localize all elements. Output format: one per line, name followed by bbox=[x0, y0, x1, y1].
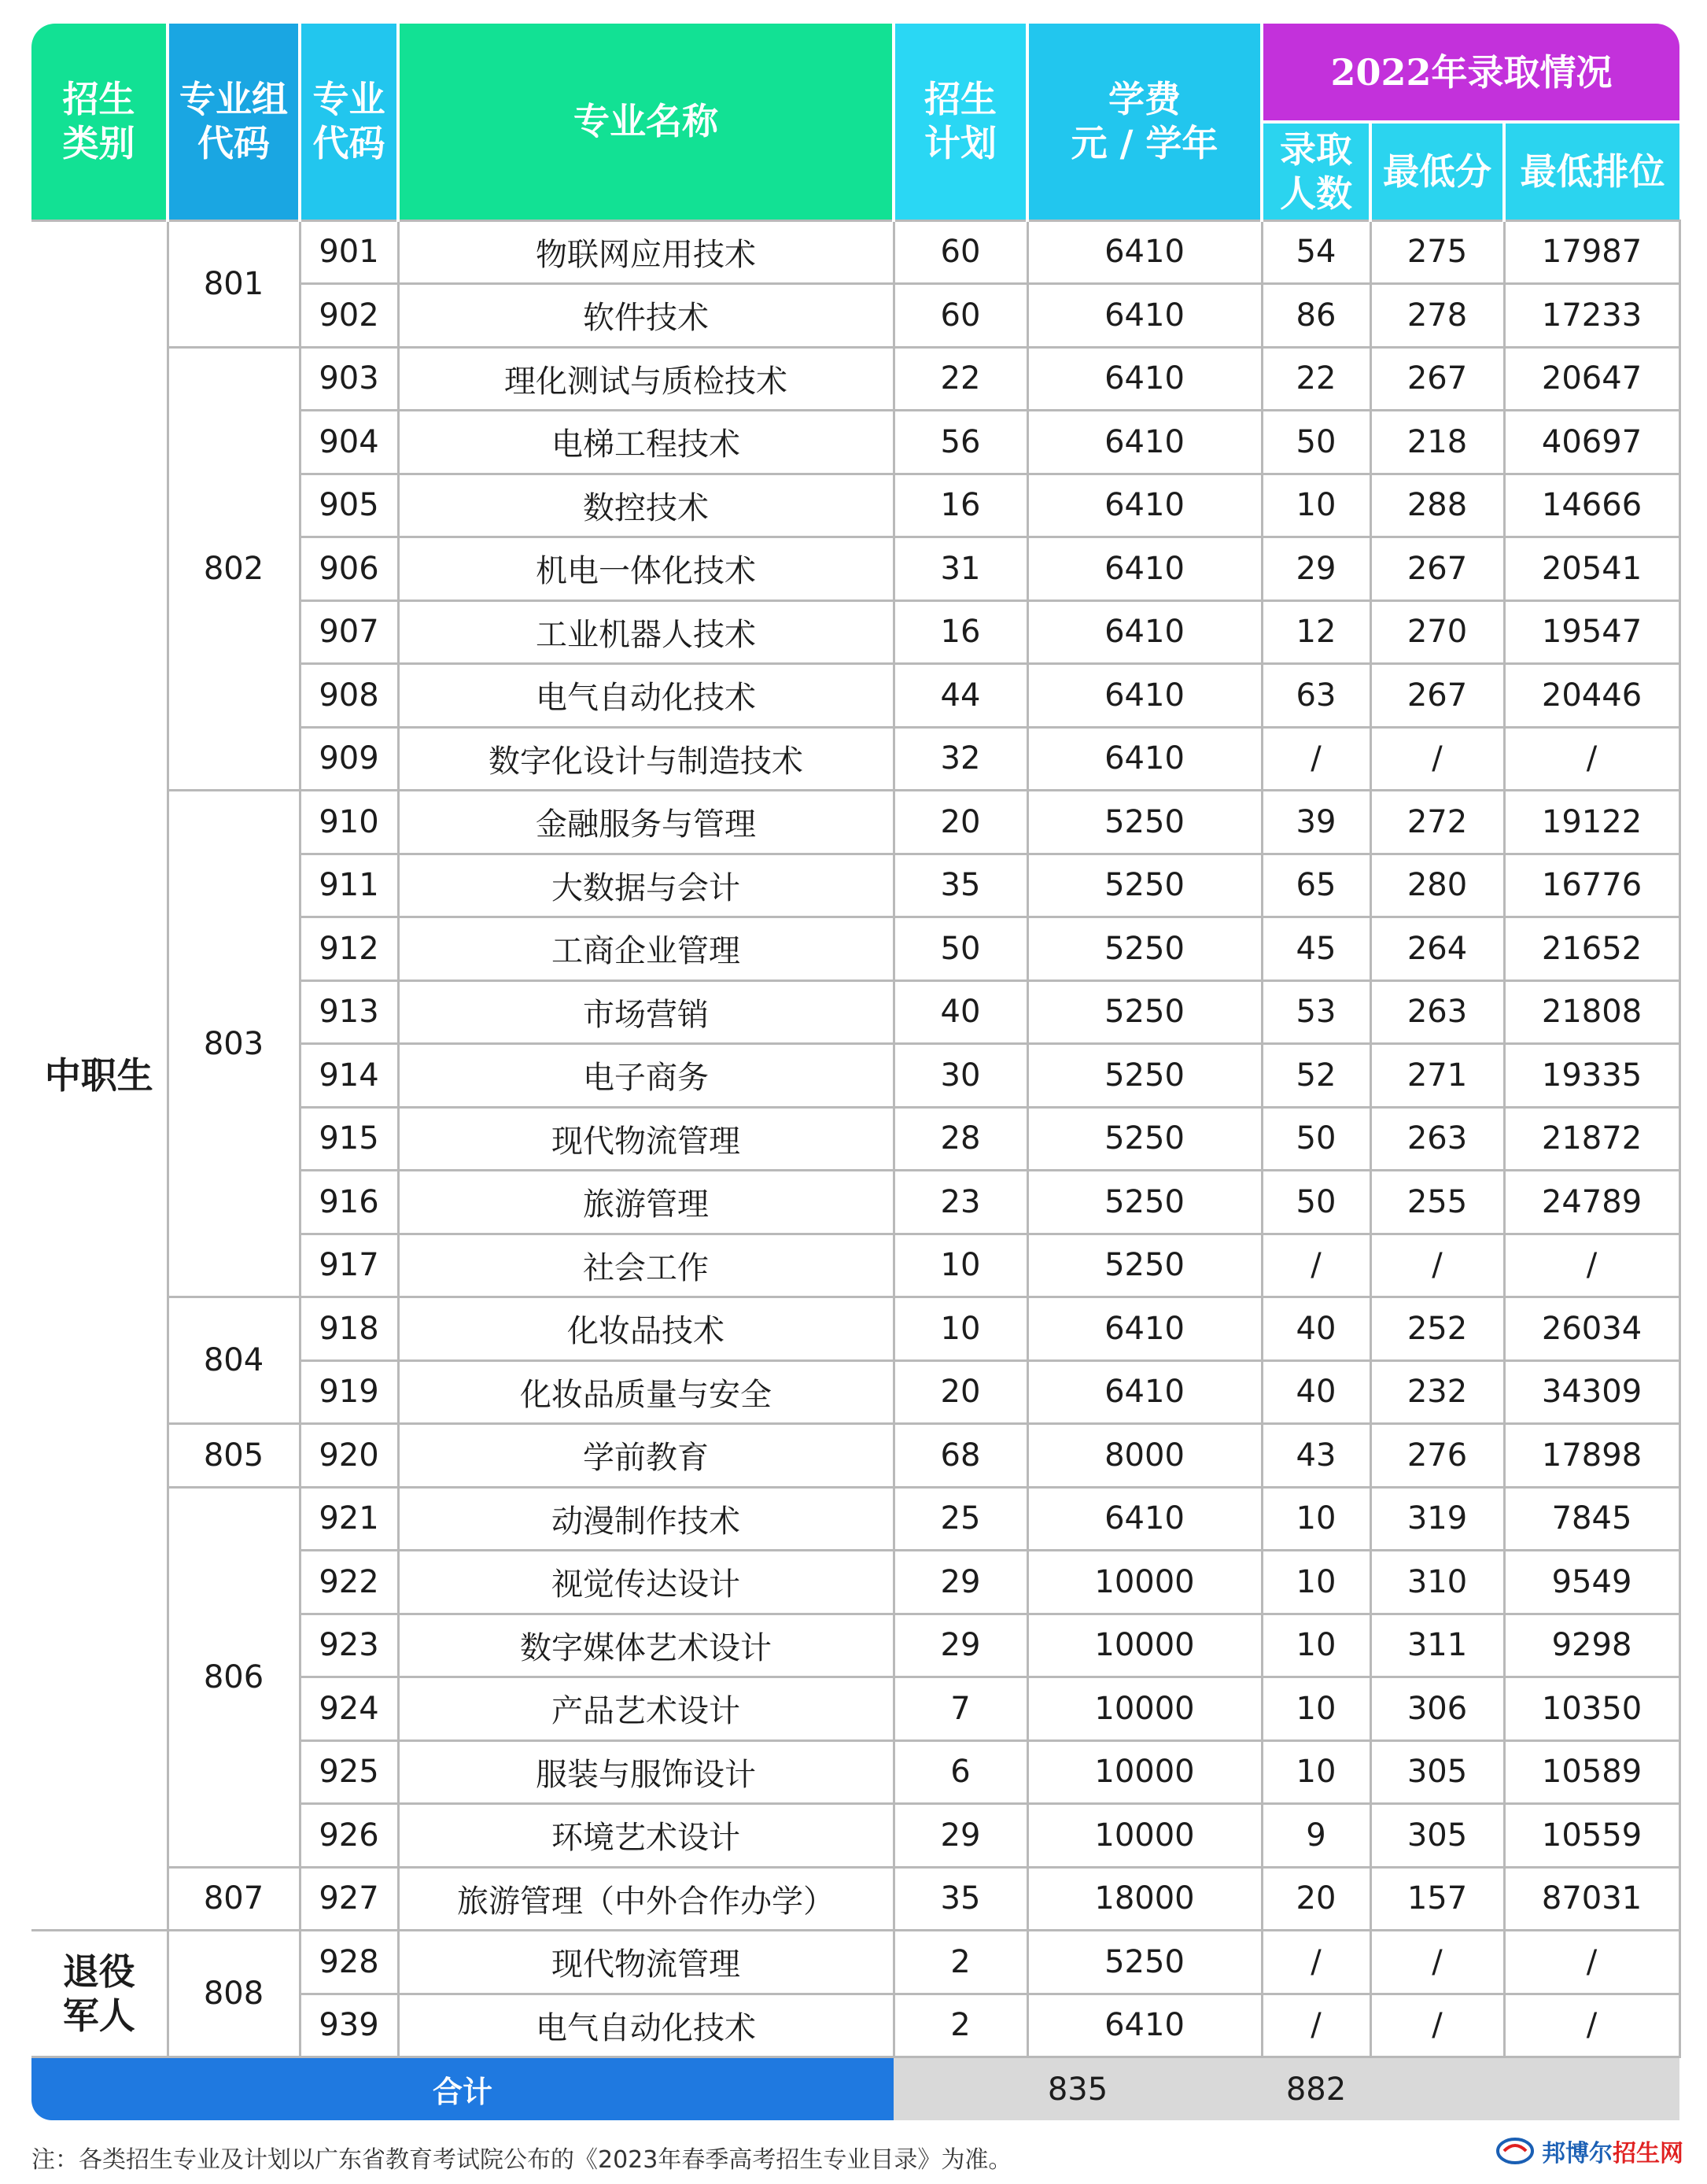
major-name-cell: 机电一体化技术 bbox=[398, 537, 894, 601]
tuition-cell: 10000 bbox=[1027, 1614, 1262, 1677]
admitted-cell: 54 bbox=[1262, 220, 1370, 284]
major-code-cell: 922 bbox=[300, 1551, 398, 1614]
admitted-cell: 29 bbox=[1262, 537, 1370, 601]
major-name-cell: 社会工作 bbox=[398, 1234, 894, 1297]
major-code-cell: 913 bbox=[300, 980, 398, 1044]
major-name-cell: 动漫制作技术 bbox=[398, 1487, 894, 1551]
plan-cell: 22 bbox=[894, 347, 1027, 411]
min-rank-cell: 26034 bbox=[1504, 1297, 1679, 1361]
major-code-cell: 923 bbox=[300, 1614, 398, 1677]
major-code-cell: 911 bbox=[300, 854, 398, 917]
table-row bbox=[31, 1424, 1679, 1488]
group-code-cell: 806 bbox=[168, 1487, 300, 1867]
major-name-cell: 电子商务 bbox=[398, 1044, 894, 1108]
tuition-cell: 6410 bbox=[1027, 1297, 1262, 1361]
plan-cell: 32 bbox=[894, 727, 1027, 791]
admission-table-container bbox=[31, 24, 1679, 2120]
plan-cell: 44 bbox=[894, 664, 1027, 728]
major-name-cell: 工商企业管理 bbox=[398, 917, 894, 981]
min-rank-cell: 20446 bbox=[1504, 664, 1679, 728]
logo-text-blue: 邦博尔 bbox=[1542, 2140, 1613, 2167]
admitted-cell: / bbox=[1262, 1994, 1370, 2057]
min-score-cell: 270 bbox=[1370, 600, 1504, 664]
major-name-cell: 电梯工程技术 bbox=[398, 411, 894, 474]
min-rank-cell: 34309 bbox=[1504, 1360, 1679, 1424]
admitted-cell: / bbox=[1262, 1931, 1370, 1994]
min-score-cell: 306 bbox=[1370, 1677, 1504, 1741]
min-score-cell: 280 bbox=[1370, 854, 1504, 917]
admitted-cell: 63 bbox=[1262, 664, 1370, 728]
header-major-name: 专业名称 bbox=[398, 24, 894, 220]
admitted-cell: 45 bbox=[1262, 917, 1370, 981]
min-score-cell: 232 bbox=[1370, 1360, 1504, 1424]
major-code-cell: 903 bbox=[300, 347, 398, 411]
min-rank-cell: 21808 bbox=[1504, 980, 1679, 1044]
major-name-cell: 产品艺术设计 bbox=[398, 1677, 894, 1741]
min-rank-cell: 9549 bbox=[1504, 1551, 1679, 1614]
tuition-cell: 6410 bbox=[1027, 537, 1262, 601]
plan-cell: 40 bbox=[894, 980, 1027, 1044]
plan-cell: 23 bbox=[894, 1171, 1027, 1234]
min-score-cell: / bbox=[1370, 1234, 1504, 1297]
plan-cell: 56 bbox=[894, 411, 1027, 474]
major-code-cell: 909 bbox=[300, 727, 398, 791]
tuition-cell: 5250 bbox=[1027, 1044, 1262, 1108]
total-row bbox=[31, 2057, 1679, 2121]
min-score-cell: 275 bbox=[1370, 220, 1504, 284]
major-code-cell: 908 bbox=[300, 664, 398, 728]
plan-cell: 30 bbox=[894, 1044, 1027, 1108]
min-rank-cell: 19122 bbox=[1504, 791, 1679, 854]
table-row bbox=[31, 1867, 1679, 1931]
tuition-cell: 6410 bbox=[1027, 347, 1262, 411]
major-name-cell: 物联网应用技术 bbox=[398, 220, 894, 284]
major-name-cell: 数控技术 bbox=[398, 474, 894, 537]
min-score-cell: 267 bbox=[1370, 664, 1504, 728]
min-rank-cell: 10350 bbox=[1504, 1677, 1679, 1741]
min-rank-cell: 17898 bbox=[1504, 1424, 1679, 1488]
admitted-cell: 43 bbox=[1262, 1424, 1370, 1488]
header-min-rank: 最低排位 bbox=[1504, 122, 1679, 220]
plan-cell: 68 bbox=[894, 1424, 1027, 1488]
major-code-cell: 902 bbox=[300, 284, 398, 348]
min-score-cell: 272 bbox=[1370, 791, 1504, 854]
group-code-cell: 801 bbox=[168, 220, 300, 347]
table-row bbox=[31, 1487, 1679, 1551]
logo-text-red: 招生网 bbox=[1613, 2140, 1683, 2167]
min-rank-cell: / bbox=[1504, 1994, 1679, 2057]
header-admission-title: 2022年录取情况 bbox=[1262, 24, 1679, 122]
plan-cell: 16 bbox=[894, 600, 1027, 664]
major-code-cell: 910 bbox=[300, 791, 398, 854]
major-name-cell: 服装与服饰设计 bbox=[398, 1740, 894, 1804]
admitted-cell: 40 bbox=[1262, 1360, 1370, 1424]
total-plan: 835 bbox=[894, 2057, 1262, 2121]
header-category: 招生 类别 bbox=[31, 24, 168, 220]
major-name-cell: 学前教育 bbox=[398, 1424, 894, 1488]
plan-cell: 29 bbox=[894, 1551, 1027, 1614]
table-row bbox=[31, 1931, 1679, 1994]
major-name-cell: 数字化设计与制造技术 bbox=[398, 727, 894, 791]
min-score-cell: / bbox=[1370, 727, 1504, 791]
major-code-cell: 925 bbox=[300, 1740, 398, 1804]
min-score-cell: 305 bbox=[1370, 1740, 1504, 1804]
admitted-cell: 86 bbox=[1262, 284, 1370, 348]
group-code-cell: 803 bbox=[168, 791, 300, 1297]
major-name-cell: 旅游管理 bbox=[398, 1171, 894, 1234]
tuition-cell: 5250 bbox=[1027, 854, 1262, 917]
min-score-cell: 310 bbox=[1370, 1551, 1504, 1614]
table-row bbox=[31, 220, 1679, 284]
admitted-cell: 50 bbox=[1262, 1107, 1370, 1171]
tuition-cell: 5250 bbox=[1027, 980, 1262, 1044]
major-name-cell: 旅游管理（中外合作办学） bbox=[398, 1867, 894, 1931]
table-body bbox=[31, 220, 1679, 2120]
admitted-cell: 50 bbox=[1262, 1171, 1370, 1234]
min-score-cell: 263 bbox=[1370, 980, 1504, 1044]
major-name-cell: 电气自动化技术 bbox=[398, 1994, 894, 2057]
min-score-cell: 267 bbox=[1370, 537, 1504, 601]
min-rank-cell: 21652 bbox=[1504, 917, 1679, 981]
plan-cell: 6 bbox=[894, 1740, 1027, 1804]
header-group-code: 专业组 代码 bbox=[168, 24, 300, 220]
tuition-cell: 8000 bbox=[1027, 1424, 1262, 1488]
plan-cell: 20 bbox=[894, 791, 1027, 854]
admitted-cell: 10 bbox=[1262, 1551, 1370, 1614]
major-code-cell: 905 bbox=[300, 474, 398, 537]
min-rank-cell: 19547 bbox=[1504, 600, 1679, 664]
plan-cell: 31 bbox=[894, 537, 1027, 601]
tuition-cell: 6410 bbox=[1027, 474, 1262, 537]
min-rank-cell: 20647 bbox=[1504, 347, 1679, 411]
admitted-cell: 65 bbox=[1262, 854, 1370, 917]
admitted-cell: 10 bbox=[1262, 1677, 1370, 1741]
admitted-cell: 10 bbox=[1262, 1487, 1370, 1551]
major-name-cell: 视觉传达设计 bbox=[398, 1551, 894, 1614]
min-rank-cell: 10589 bbox=[1504, 1740, 1679, 1804]
min-score-cell: 305 bbox=[1370, 1804, 1504, 1868]
tuition-cell: 10000 bbox=[1027, 1740, 1262, 1804]
group-code-cell: 805 bbox=[168, 1424, 300, 1488]
major-code-cell: 907 bbox=[300, 600, 398, 664]
tuition-cell: 6410 bbox=[1027, 1994, 1262, 2057]
major-code-cell: 919 bbox=[300, 1360, 398, 1424]
min-score-cell: 267 bbox=[1370, 347, 1504, 411]
tuition-cell: 10000 bbox=[1027, 1677, 1262, 1741]
plan-cell: 7 bbox=[894, 1677, 1027, 1741]
plan-cell: 10 bbox=[894, 1297, 1027, 1361]
major-code-cell: 914 bbox=[300, 1044, 398, 1108]
tuition-cell: 6410 bbox=[1027, 727, 1262, 791]
major-code-cell: 906 bbox=[300, 537, 398, 601]
min-score-cell: 319 bbox=[1370, 1487, 1504, 1551]
min-rank-cell: 10559 bbox=[1504, 1804, 1679, 1868]
min-score-cell: 264 bbox=[1370, 917, 1504, 981]
major-code-cell: 915 bbox=[300, 1107, 398, 1171]
min-score-cell: 288 bbox=[1370, 474, 1504, 537]
plan-cell: 2 bbox=[894, 1994, 1027, 2057]
admitted-cell: 20 bbox=[1262, 1867, 1370, 1931]
major-name-cell: 现代物流管理 bbox=[398, 1107, 894, 1171]
table-row bbox=[31, 791, 1679, 854]
tuition-cell: 5250 bbox=[1027, 917, 1262, 981]
admitted-cell: 10 bbox=[1262, 1740, 1370, 1804]
plan-cell: 10 bbox=[894, 1234, 1027, 1297]
min-score-cell: 271 bbox=[1370, 1044, 1504, 1108]
major-name-cell: 电气自动化技术 bbox=[398, 664, 894, 728]
min-rank-cell: 16776 bbox=[1504, 854, 1679, 917]
header-admitted: 录取 人数 bbox=[1262, 122, 1370, 220]
min-rank-cell: 14666 bbox=[1504, 474, 1679, 537]
group-code-cell: 804 bbox=[168, 1297, 300, 1424]
min-rank-cell: 19335 bbox=[1504, 1044, 1679, 1108]
major-name-cell: 工业机器人技术 bbox=[398, 600, 894, 664]
major-code-cell: 928 bbox=[300, 1931, 398, 1994]
major-name-cell: 化妆品技术 bbox=[398, 1297, 894, 1361]
min-score-cell: 278 bbox=[1370, 284, 1504, 348]
admitted-cell: / bbox=[1262, 1234, 1370, 1297]
major-code-cell: 927 bbox=[300, 1867, 398, 1931]
admitted-cell: 12 bbox=[1262, 600, 1370, 664]
min-rank-cell: 9298 bbox=[1504, 1614, 1679, 1677]
min-rank-cell: / bbox=[1504, 1931, 1679, 1994]
min-score-cell: 311 bbox=[1370, 1614, 1504, 1677]
min-score-cell: 252 bbox=[1370, 1297, 1504, 1361]
major-code-cell: 916 bbox=[300, 1171, 398, 1234]
min-score-cell: 255 bbox=[1370, 1171, 1504, 1234]
major-code-cell: 904 bbox=[300, 411, 398, 474]
tuition-cell: 6410 bbox=[1027, 411, 1262, 474]
admitted-cell: / bbox=[1262, 727, 1370, 791]
tuition-cell: 5250 bbox=[1027, 1931, 1262, 1994]
min-rank-cell: 24789 bbox=[1504, 1171, 1679, 1234]
table-row bbox=[31, 1297, 1679, 1361]
min-score-cell: / bbox=[1370, 1994, 1504, 2057]
tuition-cell: 6410 bbox=[1027, 1487, 1262, 1551]
plan-cell: 29 bbox=[894, 1804, 1027, 1868]
total-label: 合计 bbox=[31, 2057, 894, 2121]
major-name-cell: 现代物流管理 bbox=[398, 1931, 894, 1994]
min-rank-cell: 21872 bbox=[1504, 1107, 1679, 1171]
major-name-cell: 数字媒体艺术设计 bbox=[398, 1614, 894, 1677]
tuition-cell: 5250 bbox=[1027, 1171, 1262, 1234]
tuition-cell: 6410 bbox=[1027, 220, 1262, 284]
min-score-cell: 157 bbox=[1370, 1867, 1504, 1931]
major-code-cell: 912 bbox=[300, 917, 398, 981]
tuition-cell: 5250 bbox=[1027, 1107, 1262, 1171]
major-code-cell: 901 bbox=[300, 220, 398, 284]
plan-cell: 20 bbox=[894, 1360, 1027, 1424]
major-name-cell: 软件技术 bbox=[398, 284, 894, 348]
plan-cell: 35 bbox=[894, 1867, 1027, 1931]
min-rank-cell: 17987 bbox=[1504, 220, 1679, 284]
min-rank-cell: 20541 bbox=[1504, 537, 1679, 601]
admitted-cell: 39 bbox=[1262, 791, 1370, 854]
total-blank bbox=[1370, 2057, 1679, 2121]
plan-cell: 60 bbox=[894, 284, 1027, 348]
major-code-cell: 926 bbox=[300, 1804, 398, 1868]
plan-cell: 35 bbox=[894, 854, 1027, 917]
tuition-cell: 6410 bbox=[1027, 600, 1262, 664]
footnote: 注：各类招生专业及计划以广东省教育考试院公布的《2023年春季高考招生专业目录》为准。 bbox=[31, 2146, 1012, 2174]
plan-cell: 28 bbox=[894, 1107, 1027, 1171]
major-name-cell: 金融服务与管理 bbox=[398, 791, 894, 854]
min-score-cell: 276 bbox=[1370, 1424, 1504, 1488]
logo-text bbox=[1542, 2134, 1683, 2168]
major-name-cell: 理化测试与质检技术 bbox=[398, 347, 894, 411]
admitted-cell: 10 bbox=[1262, 1614, 1370, 1677]
min-score-cell: 263 bbox=[1370, 1107, 1504, 1171]
admitted-cell: 52 bbox=[1262, 1044, 1370, 1108]
tuition-cell: 6410 bbox=[1027, 664, 1262, 728]
major-name-cell: 环境艺术设计 bbox=[398, 1804, 894, 1868]
admitted-cell: 53 bbox=[1262, 980, 1370, 1044]
category-cell-veterans: 退役 军人 bbox=[31, 1931, 168, 2057]
major-code-cell: 924 bbox=[300, 1677, 398, 1741]
tuition-cell: 6410 bbox=[1027, 284, 1262, 348]
plan-cell: 16 bbox=[894, 474, 1027, 537]
total-admitted: 882 bbox=[1262, 2057, 1370, 2121]
plan-cell: 29 bbox=[894, 1614, 1027, 1677]
category-cell-vocational: 中职生 bbox=[31, 220, 168, 1931]
tuition-cell: 10000 bbox=[1027, 1804, 1262, 1868]
min-rank-cell: 87031 bbox=[1504, 1867, 1679, 1931]
admitted-cell: 22 bbox=[1262, 347, 1370, 411]
major-code-cell: 917 bbox=[300, 1234, 398, 1297]
admitted-cell: 50 bbox=[1262, 411, 1370, 474]
site-logo bbox=[1496, 2134, 1683, 2168]
header-tuition: 学费 元 / 学年 bbox=[1027, 24, 1262, 220]
plan-cell: 25 bbox=[894, 1487, 1027, 1551]
header-min-score: 最低分 bbox=[1370, 122, 1504, 220]
min-rank-cell: / bbox=[1504, 1234, 1679, 1297]
min-rank-cell: 40697 bbox=[1504, 411, 1679, 474]
tuition-cell: 10000 bbox=[1027, 1551, 1262, 1614]
admission-table bbox=[31, 24, 1681, 2120]
admitted-cell: 40 bbox=[1262, 1297, 1370, 1361]
admitted-cell: 10 bbox=[1262, 474, 1370, 537]
min-score-cell: 218 bbox=[1370, 411, 1504, 474]
major-code-cell: 921 bbox=[300, 1487, 398, 1551]
major-name-cell: 化妆品质量与安全 bbox=[398, 1360, 894, 1424]
tuition-cell: 6410 bbox=[1027, 1360, 1262, 1424]
group-code-cell: 808 bbox=[168, 1931, 300, 2057]
major-name-cell: 市场营销 bbox=[398, 980, 894, 1044]
tuition-cell: 5250 bbox=[1027, 1234, 1262, 1297]
major-code-cell: 920 bbox=[300, 1424, 398, 1488]
min-rank-cell: 7845 bbox=[1504, 1487, 1679, 1551]
admitted-cell: 9 bbox=[1262, 1804, 1370, 1868]
header-major-code: 专业 代码 bbox=[300, 24, 398, 220]
group-code-cell: 807 bbox=[168, 1867, 300, 1931]
plan-cell: 2 bbox=[894, 1931, 1027, 1994]
tuition-cell: 18000 bbox=[1027, 1867, 1262, 1931]
plan-cell: 50 bbox=[894, 917, 1027, 981]
logo-mark-icon bbox=[1496, 2137, 1534, 2165]
major-name-cell: 大数据与会计 bbox=[398, 854, 894, 917]
min-rank-cell: / bbox=[1504, 727, 1679, 791]
plan-cell: 60 bbox=[894, 220, 1027, 284]
header-plan: 招生 计划 bbox=[894, 24, 1027, 220]
min-score-cell: / bbox=[1370, 1931, 1504, 1994]
major-code-cell: 939 bbox=[300, 1994, 398, 2057]
table-row bbox=[31, 347, 1679, 411]
tuition-cell: 5250 bbox=[1027, 791, 1262, 854]
min-rank-cell: 17233 bbox=[1504, 284, 1679, 348]
major-code-cell: 918 bbox=[300, 1297, 398, 1361]
group-code-cell: 802 bbox=[168, 347, 300, 791]
